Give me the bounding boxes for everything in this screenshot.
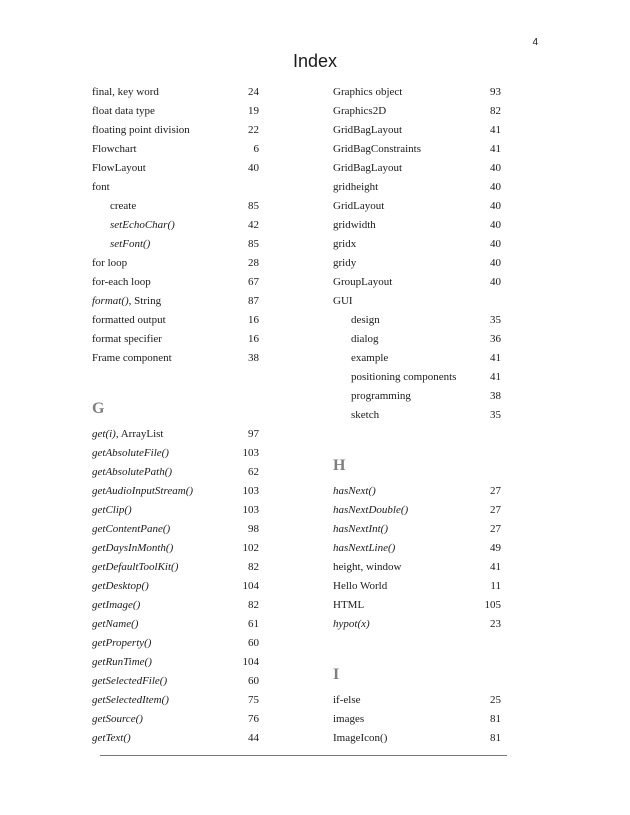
term-part: final, key word xyxy=(92,86,159,98)
page-number: 4 xyxy=(532,37,538,48)
term-part: Flowchart xyxy=(92,143,137,155)
page-ref: 40 xyxy=(490,257,501,269)
index-term xyxy=(92,482,193,501)
page-ref: 105 xyxy=(484,599,501,611)
term-part: Hello World xyxy=(333,580,388,592)
term-part: getAbsolutePath() xyxy=(92,466,173,478)
term-part: hasNext() xyxy=(333,485,376,497)
index-entry xyxy=(333,140,501,159)
term-part: HTML xyxy=(333,599,365,611)
index-term xyxy=(92,520,170,539)
page-ref: 40 xyxy=(490,200,501,212)
page-ref: 19 xyxy=(248,105,259,117)
page-ref: 27 xyxy=(490,485,501,497)
term-part: font xyxy=(92,181,110,193)
index-term xyxy=(92,178,110,197)
page-ref: 38 xyxy=(248,352,259,364)
page-ref: 103 xyxy=(242,485,259,497)
index-entry xyxy=(92,330,259,349)
index-entry xyxy=(92,558,259,577)
page-ref: 44 xyxy=(248,732,259,744)
index-term xyxy=(92,140,137,159)
page-ref: 16 xyxy=(248,314,259,326)
index-term xyxy=(333,729,387,748)
index-subentry xyxy=(92,235,259,254)
index-term xyxy=(333,577,387,596)
term-part: format() xyxy=(92,295,129,307)
index-subentry xyxy=(333,330,501,349)
index-term xyxy=(92,634,151,653)
page-ref: 35 xyxy=(490,409,501,421)
index-entry xyxy=(333,710,501,729)
index-term xyxy=(333,710,364,729)
index-term xyxy=(351,330,379,349)
index-term xyxy=(333,292,353,311)
index-term xyxy=(333,482,376,501)
page-ref: 24 xyxy=(248,86,259,98)
term-part: getAbsoluteFile() xyxy=(92,447,169,459)
page-ref: 103 xyxy=(242,504,259,516)
term-part: for loop xyxy=(92,257,128,269)
index-entry xyxy=(92,178,259,197)
index-term xyxy=(92,254,127,273)
page-ref: 75 xyxy=(248,694,259,706)
term-part: hypot(x) xyxy=(333,618,370,630)
index-subentry xyxy=(333,368,501,387)
term-part: create xyxy=(110,200,137,212)
page-ref: 27 xyxy=(490,504,501,516)
index-term xyxy=(92,444,169,463)
index-term xyxy=(333,520,388,539)
index-term xyxy=(333,273,392,292)
index-entry xyxy=(333,558,501,577)
term-part: Frame component xyxy=(92,352,172,364)
page-ref: 16 xyxy=(248,333,259,345)
index-column-right xyxy=(333,83,501,748)
index-term xyxy=(333,83,402,102)
page-ref: 41 xyxy=(490,352,501,364)
page-ref: 104 xyxy=(242,656,259,668)
index-column-left xyxy=(92,83,259,748)
term-part: gridwidth xyxy=(333,219,376,231)
index-term xyxy=(92,349,172,368)
index-term xyxy=(333,102,386,121)
term-part: , String xyxy=(128,295,162,307)
index-term xyxy=(92,615,138,634)
index-term xyxy=(351,387,411,406)
page-ref: 97 xyxy=(248,428,259,440)
section-letter: I xyxy=(333,666,340,683)
term-part: programming xyxy=(351,390,411,402)
term-part: height, window xyxy=(333,561,402,573)
index-entry xyxy=(92,482,259,501)
term-part: Graphics object xyxy=(333,86,403,98)
page-ref: 62 xyxy=(248,466,259,478)
index-term xyxy=(110,216,175,235)
index-term xyxy=(92,83,159,102)
term-part: setFont() xyxy=(110,238,151,250)
term-part: FlowLayout xyxy=(92,162,146,174)
page-ref: 28 xyxy=(248,257,259,269)
page-ref: 27 xyxy=(490,523,501,535)
term-part: for-each loop xyxy=(92,276,151,288)
page-ref: 40 xyxy=(490,219,501,231)
term-part: format specifier xyxy=(92,333,162,345)
index-term xyxy=(110,197,136,216)
index-term xyxy=(92,292,161,311)
page-ref: 98 xyxy=(248,523,259,535)
page-ref: 35 xyxy=(490,314,501,326)
index-entry xyxy=(92,710,259,729)
index-term xyxy=(333,140,421,159)
term-part: gridx xyxy=(333,238,357,250)
page-ref: 40 xyxy=(490,181,501,193)
term-part: getProperty() xyxy=(92,637,152,649)
term-part: GroupLayout xyxy=(333,276,393,288)
index-term xyxy=(351,406,379,425)
index-term xyxy=(333,197,384,216)
index-term xyxy=(92,558,178,577)
index-entry xyxy=(92,102,259,121)
index-term xyxy=(333,159,402,178)
index-entry xyxy=(92,691,259,710)
index-term xyxy=(333,596,364,615)
index-term xyxy=(333,216,376,235)
index-entry xyxy=(92,273,259,292)
index-entry xyxy=(92,634,259,653)
index-entry xyxy=(92,539,259,558)
index-term xyxy=(92,159,146,178)
term-part: ImageIcon() xyxy=(333,732,388,744)
term-part: if-else xyxy=(333,694,361,706)
index-entry xyxy=(333,520,501,539)
index-entry xyxy=(92,349,259,368)
term-part: getDaysInMonth() xyxy=(92,542,174,554)
index-term xyxy=(92,710,143,729)
index-entry xyxy=(92,140,259,159)
index-entry xyxy=(333,292,501,311)
index-entry xyxy=(333,197,501,216)
term-part: images xyxy=(333,713,365,725)
index-entry xyxy=(333,539,501,558)
term-part: dialog xyxy=(351,333,379,345)
page-ref: 81 xyxy=(490,732,501,744)
index-term xyxy=(351,368,456,387)
page-ref: 76 xyxy=(248,713,259,725)
page-ref: 22 xyxy=(248,124,259,136)
term-part: hasNextLine() xyxy=(333,542,396,554)
term-part: getText() xyxy=(92,732,131,744)
index-entry xyxy=(333,577,501,596)
index-entry xyxy=(92,463,259,482)
index-term xyxy=(92,672,167,691)
index-subentry xyxy=(92,216,259,235)
page-ref: 82 xyxy=(248,599,259,611)
index-term xyxy=(92,273,151,292)
index-term xyxy=(92,102,155,121)
index-term xyxy=(92,539,173,558)
page-ref: 41 xyxy=(490,561,501,573)
index-term xyxy=(92,596,140,615)
term-part: getClip() xyxy=(92,504,132,516)
term-part: formatted output xyxy=(92,314,166,326)
index-term xyxy=(333,691,360,710)
index-entry xyxy=(92,596,259,615)
term-part: hasNextInt() xyxy=(333,523,388,535)
page-ref: 6 xyxy=(253,143,259,155)
page-ref: 41 xyxy=(490,124,501,136)
index-subentry xyxy=(333,349,501,368)
index-entry xyxy=(333,615,501,634)
term-part: float data type xyxy=(92,105,155,117)
term-part: , ArrayList xyxy=(115,428,164,440)
term-part: getContentPane() xyxy=(92,523,171,535)
page-ref: 40 xyxy=(248,162,259,174)
index-entry xyxy=(333,501,501,520)
index-term xyxy=(333,235,356,254)
index-entry xyxy=(333,482,501,501)
index-entry xyxy=(92,121,259,140)
index-entry xyxy=(333,159,501,178)
index-entry xyxy=(92,520,259,539)
page-ref: 85 xyxy=(248,200,259,212)
index-entry xyxy=(92,501,259,520)
index-entry xyxy=(92,577,259,596)
term-part: get(i) xyxy=(92,428,116,440)
index-entry xyxy=(333,178,501,197)
index-term xyxy=(92,463,172,482)
index-subentry xyxy=(333,406,501,425)
index-term xyxy=(333,178,378,197)
term-part: gridy xyxy=(333,257,357,269)
page-ref: 87 xyxy=(248,295,259,307)
page-ref: 67 xyxy=(248,276,259,288)
section-letter: G xyxy=(92,400,105,417)
term-part: getSource() xyxy=(92,713,143,725)
section-letter: H xyxy=(333,457,346,474)
index-entry xyxy=(92,653,259,672)
index-term xyxy=(351,311,380,330)
index-entry xyxy=(333,691,501,710)
index-term xyxy=(92,330,162,349)
index-subentry xyxy=(333,311,501,330)
index-entry xyxy=(333,254,501,273)
page-title: Index xyxy=(292,51,338,71)
term-part: design xyxy=(351,314,380,326)
term-part: getSelectedFile() xyxy=(92,675,168,687)
page-ref: 60 xyxy=(248,675,259,687)
index-term xyxy=(110,235,150,254)
index-term xyxy=(92,501,132,520)
term-part: sketch xyxy=(351,409,380,421)
index-entry xyxy=(92,444,259,463)
index-term xyxy=(92,121,190,140)
index-term xyxy=(333,501,408,520)
index-term xyxy=(351,349,388,368)
index-term xyxy=(92,653,152,672)
section-spacer xyxy=(333,425,501,444)
term-part: hasNextDouble() xyxy=(333,504,409,516)
term-part: GridBagConstraints xyxy=(333,143,421,155)
page-ref: 42 xyxy=(248,219,259,231)
page-ref: 82 xyxy=(490,105,501,117)
page-ref: 38 xyxy=(490,390,501,402)
footer-rule xyxy=(100,755,507,756)
page-ref: 41 xyxy=(490,371,501,383)
index-entry xyxy=(92,254,259,273)
index-entry xyxy=(333,235,501,254)
page-ref: 61 xyxy=(248,618,259,630)
index-entry xyxy=(92,615,259,634)
index-entry xyxy=(92,83,259,102)
page-ref: 102 xyxy=(242,542,259,554)
index-term xyxy=(333,539,395,558)
index-entry xyxy=(92,729,259,748)
index-entry xyxy=(92,159,259,178)
index-term xyxy=(92,425,164,444)
term-part: example xyxy=(351,352,389,364)
page-ref: 23 xyxy=(490,618,501,630)
page-ref: 82 xyxy=(248,561,259,573)
term-part: GridBagLayout xyxy=(333,162,403,174)
page-ref: 85 xyxy=(248,238,259,250)
term-part: getRunTime() xyxy=(92,656,152,668)
page-ref: 60 xyxy=(248,637,259,649)
section-spacer xyxy=(333,634,501,653)
term-part: GUI xyxy=(333,295,353,307)
page-ref: 40 xyxy=(490,162,501,174)
term-part: Graphics2D xyxy=(333,105,387,117)
page-ref: 49 xyxy=(490,542,501,554)
term-part: getDefaultToolKit() xyxy=(92,561,179,573)
index-entry xyxy=(92,311,259,330)
page-ref: 40 xyxy=(490,238,501,250)
index-subentry xyxy=(92,197,259,216)
term-part: GridBagLayout xyxy=(333,124,403,136)
index-entry xyxy=(92,425,259,444)
term-part: floating point division xyxy=(92,124,190,136)
index-term xyxy=(333,558,401,577)
term-part: getName() xyxy=(92,618,139,630)
index-entry xyxy=(333,273,501,292)
term-part: getImage() xyxy=(92,599,141,611)
index-term xyxy=(333,615,370,634)
index-term xyxy=(333,254,356,273)
page-ref: 11 xyxy=(490,580,501,592)
term-part: setEchoChar() xyxy=(110,219,175,231)
index-term xyxy=(92,729,131,748)
page-ref: 36 xyxy=(490,333,501,345)
page-ref: 103 xyxy=(242,447,259,459)
index-entry xyxy=(333,102,501,121)
index-subentry xyxy=(333,387,501,406)
page-ref: 40 xyxy=(490,276,501,288)
index-entry xyxy=(333,729,501,748)
term-part: getDesktop() xyxy=(92,580,149,592)
page-ref: 93 xyxy=(490,86,501,98)
term-part: gridheight xyxy=(333,181,379,193)
section-spacer xyxy=(92,368,259,387)
index-entry xyxy=(333,121,501,140)
term-part: getAudioInputStream() xyxy=(92,485,194,497)
index-entry xyxy=(333,83,501,102)
page-ref: 25 xyxy=(490,694,501,706)
index-entry xyxy=(92,672,259,691)
page-ref: 41 xyxy=(490,143,501,155)
index-term xyxy=(92,577,149,596)
index-term xyxy=(92,691,169,710)
term-part: GridLayout xyxy=(333,200,385,212)
index-entry xyxy=(333,216,501,235)
page-ref: 104 xyxy=(242,580,259,592)
index-term xyxy=(92,311,166,330)
index-term xyxy=(333,121,402,140)
term-part: getSelectedItem() xyxy=(92,694,169,706)
index-entry xyxy=(333,596,501,615)
index-entry xyxy=(92,292,259,311)
page-ref: 81 xyxy=(490,713,501,725)
term-part: positioning components xyxy=(351,371,457,383)
